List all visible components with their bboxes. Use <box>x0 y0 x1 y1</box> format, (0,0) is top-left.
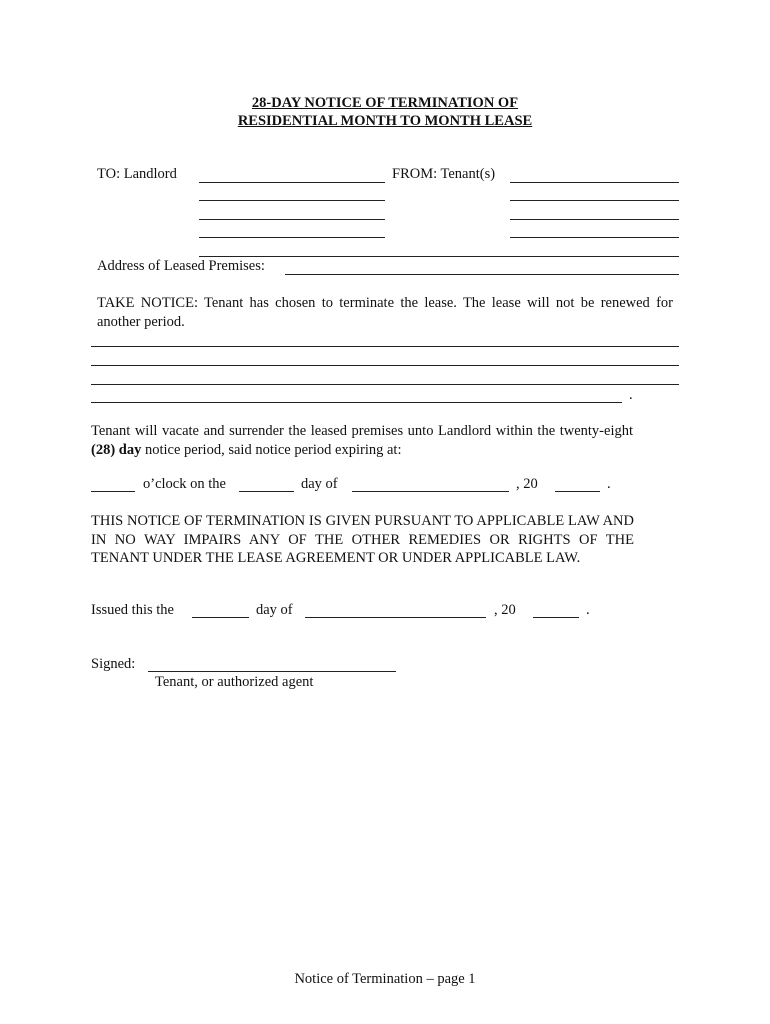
issued-year-line[interactable] <box>533 617 579 618</box>
title-line-2: RESIDENTIAL MONTH TO MONTH LEASE <box>237 113 533 129</box>
expiry-period: . <box>607 476 611 492</box>
page-footer: Notice of Termination – page 1 <box>294 971 476 987</box>
tenant-address-line-3[interactable] <box>510 237 679 238</box>
reason-line-1[interactable] <box>91 346 679 347</box>
signed-label: Signed: <box>91 656 136 672</box>
address-label: Address of Leased Premises: <box>97 258 265 274</box>
issued-label: Issued this the <box>91 602 174 618</box>
landlord-name-line[interactable] <box>199 182 385 183</box>
legal-notice-paragraph: THIS NOTICE OF TERMINATION IS GIVEN PURSUANT TO APPLICABLE LAW AND IN NO WAY IMPAIRS ANY OF THE OTHER REMEDIES OR RIGHTS OF THE TENANT UNDER THE LEASE AGREEMENT OR UNDER APPLICABLE LAW. <box>91 513 634 566</box>
signer-caption: Tenant, or authorized agent <box>155 674 314 690</box>
expiry-month-line[interactable] <box>352 491 509 492</box>
take-notice-paragraph: TAKE NOTICE: Tenant has chosen to terminate the lease. The lease will not be renewed for another period. <box>97 295 673 330</box>
full-width-rule[interactable] <box>199 256 679 257</box>
expiry-year-line[interactable] <box>555 491 600 492</box>
vacate-paragraph <box>91 422 633 459</box>
tenant-address-line-2[interactable] <box>510 219 679 220</box>
vacate-text-bold: (28) day <box>91 441 142 458</box>
issued-month-line[interactable] <box>305 617 486 618</box>
landlord-address-line-3[interactable] <box>199 237 385 238</box>
expiry-day-line[interactable] <box>239 491 294 492</box>
landlord-address-line-1[interactable] <box>199 200 385 201</box>
hour-line[interactable] <box>91 491 135 492</box>
title-line-1: 28-DAY NOTICE OF TERMINATION OF <box>251 95 519 111</box>
vacate-text-before: Tenant will vacate and surrender the leased premises unto Landlord within the twenty-eight <box>91 423 633 439</box>
reason-line-4[interactable] <box>91 402 622 403</box>
oclock-label: o’clock on the <box>143 476 226 492</box>
address-line[interactable] <box>285 274 679 275</box>
issued-day-line[interactable] <box>192 617 249 618</box>
issued-day-of-label: day of <box>256 602 293 618</box>
to-landlord-label: TO: Landlord <box>97 166 177 182</box>
signature-line[interactable] <box>148 671 396 672</box>
tenant-name-line[interactable] <box>510 182 679 183</box>
tenant-address-line-1[interactable] <box>510 200 679 201</box>
reason-period: . <box>629 387 633 403</box>
from-tenant-label: FROM: Tenant(s) <box>392 166 496 182</box>
expiry-day-of-label: day of <box>301 476 338 492</box>
expiry-year-prefix: , 20 <box>516 476 538 492</box>
issued-year-prefix: , 20 <box>494 602 516 618</box>
reason-line-3[interactable] <box>91 384 679 385</box>
issued-period: . <box>586 602 590 618</box>
reason-line-2[interactable] <box>91 365 679 366</box>
landlord-address-line-2[interactable] <box>199 219 385 220</box>
vacate-text-after: notice period, said notice period expiring at: <box>141 441 402 458</box>
